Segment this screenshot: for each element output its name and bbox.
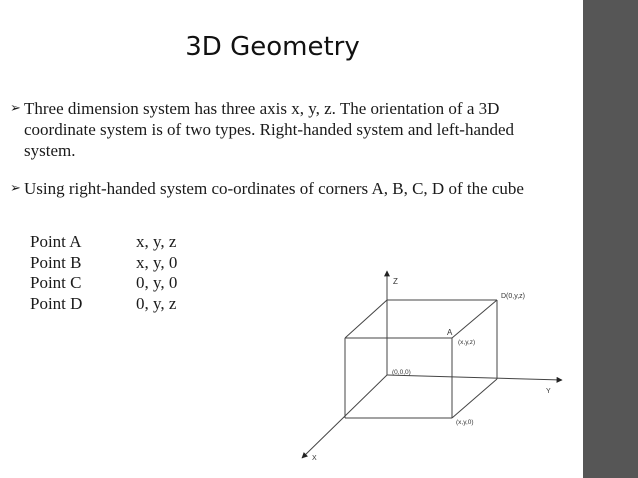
arrow-bullet-icon: ➢ [10, 181, 21, 196]
sidebar-bar [583, 0, 638, 478]
point-a-label: A [447, 328, 453, 337]
point-d-label: D(0,y,z) [501, 293, 525, 300]
bullet-2-text: Using right-handed system co-ordinates of corners A, B, C, D of the cube [24, 179, 524, 198]
point-name: Point A [30, 232, 82, 251]
y-axis-label: Y [546, 388, 551, 395]
point-coords: x, y, z [136, 232, 177, 251]
point-name: Point B [30, 252, 82, 272]
y-axis [387, 375, 562, 380]
cube-edge [452, 300, 497, 338]
point-coords: 0, y, z [136, 293, 177, 313]
point-coords: 0, y, 0 [136, 273, 178, 292]
point-coords: x, y, 0 [136, 252, 178, 272]
arrow-bullet-icon: ➢ [10, 101, 21, 116]
slide-title: 3D Geometry [185, 32, 360, 62]
x-axis-label: X [312, 455, 317, 462]
z-axis-label: Z [393, 277, 398, 286]
point-a-coords-label: (x,y,z) [458, 339, 476, 346]
origin-label: (0,0,0) [392, 369, 411, 376]
point-b-label: (x,y,0) [456, 419, 474, 426]
cube-edge [345, 300, 387, 338]
point-name: Point D [30, 293, 83, 313]
point-name: Point C [30, 273, 82, 292]
cube-edge [452, 379, 497, 418]
bullet-1-text: Three dimension system has three axis x, y, z. The orientation of a 3D coordinate system is of two types. Right-handed system and left-handed system. [24, 99, 515, 160]
